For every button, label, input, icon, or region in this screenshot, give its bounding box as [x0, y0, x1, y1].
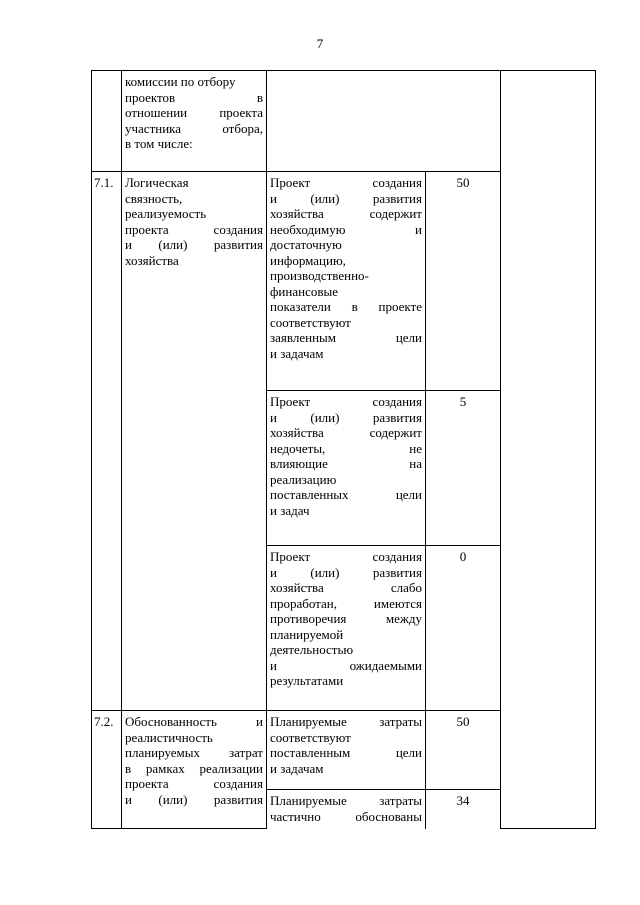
criterion-line: в рамках реализации — [125, 760, 263, 776]
description-line: влияющие на — [270, 456, 422, 471]
description-line: недочеты, не — [270, 440, 422, 456]
description-line: и ожидаемыми — [270, 657, 422, 673]
description-line: Проект создания — [270, 175, 422, 190]
criterion-cell — [122, 71, 267, 172]
criterion-line: Обоснованность и — [125, 714, 263, 729]
description-line: соответствуют — [270, 729, 351, 745]
criterion-cell — [122, 172, 267, 711]
criterion-line: проекта создания — [125, 776, 263, 791]
criterion-line: проектов в — [125, 89, 263, 105]
description-line: поставленным цели — [270, 745, 422, 760]
description-line: результатами — [270, 673, 344, 688]
description-line: хозяйства слабо — [270, 580, 422, 595]
description-line: Планируемые затраты — [270, 714, 422, 729]
criterion-line: участника отбора, — [125, 120, 263, 136]
description-line: достаточную — [270, 237, 342, 252]
description-line: и задач — [270, 502, 310, 518]
option-score: 34 — [426, 790, 501, 829]
page-number: 7 — [316, 36, 324, 51]
description-line: соответствуют — [270, 314, 351, 330]
description-line: заявленным цели — [270, 330, 422, 345]
criterion-line: Логическая — [125, 175, 189, 190]
description-line: деятельностью — [270, 642, 354, 657]
description-line: показатели в проекте — [270, 299, 422, 314]
option-description — [267, 546, 426, 711]
description-line: реализацию — [270, 471, 337, 487]
description-line: и задачам — [270, 345, 324, 361]
criterion-line: хозяйства — [125, 252, 179, 268]
description-line: планируемой — [270, 626, 344, 642]
option-score: 0 — [426, 546, 501, 711]
description-line: Планируемые затраты — [270, 793, 422, 808]
description-line: и (или) развития — [270, 190, 422, 206]
description-line: Проект создания — [270, 394, 422, 409]
criterion-line: отношении проекта — [125, 105, 263, 120]
description-line: информацию, — [270, 252, 346, 268]
criteria-table — [91, 70, 596, 829]
description-line: и (или) развития — [270, 409, 422, 425]
criterion-line: планируемых затрат — [125, 745, 263, 760]
description-line: хозяйства содержит — [270, 206, 422, 221]
criterion-line: и (или) развития — [125, 237, 263, 252]
description-line: хозяйства содержит — [270, 425, 422, 440]
description-line: частично обоснованы — [270, 808, 422, 824]
empty-cell — [267, 71, 501, 172]
criterion-line: в том числе: — [125, 136, 193, 151]
description-line: Проект создания — [270, 549, 422, 564]
option-score: 50 — [426, 711, 501, 790]
criterion-line: реализуемость — [125, 206, 207, 221]
description-line: поставленных цели — [270, 487, 422, 502]
description-line: и задачам — [270, 760, 324, 776]
criterion-line: реалистичность — [125, 729, 213, 745]
number-cell — [92, 71, 122, 172]
criterion-line: проекта создания — [125, 221, 263, 237]
row-number: 7.1. — [92, 172, 122, 711]
row-number: 7.2. — [92, 711, 122, 829]
option-description — [267, 790, 426, 829]
criterion-line: и (или) развития — [125, 791, 263, 807]
description-line: производственно- — [270, 268, 369, 283]
criterion-line: комиссии по отбору — [125, 74, 236, 89]
option-description — [267, 711, 426, 790]
continuation-row — [92, 71, 596, 172]
notes-column — [501, 71, 596, 829]
description-line: необходимую и — [270, 221, 422, 237]
option-score: 50 — [426, 172, 501, 391]
criterion-line: связность, — [125, 190, 183, 206]
option-description — [267, 391, 426, 546]
criterion-cell — [122, 711, 267, 829]
description-line: и (или) развития — [270, 564, 422, 580]
description-line: финансовые — [270, 283, 338, 299]
option-description — [267, 172, 426, 391]
description-line: проработан, имеются — [270, 595, 422, 611]
option-score: 5 — [426, 391, 501, 546]
description-line: противоречия между — [270, 611, 422, 626]
